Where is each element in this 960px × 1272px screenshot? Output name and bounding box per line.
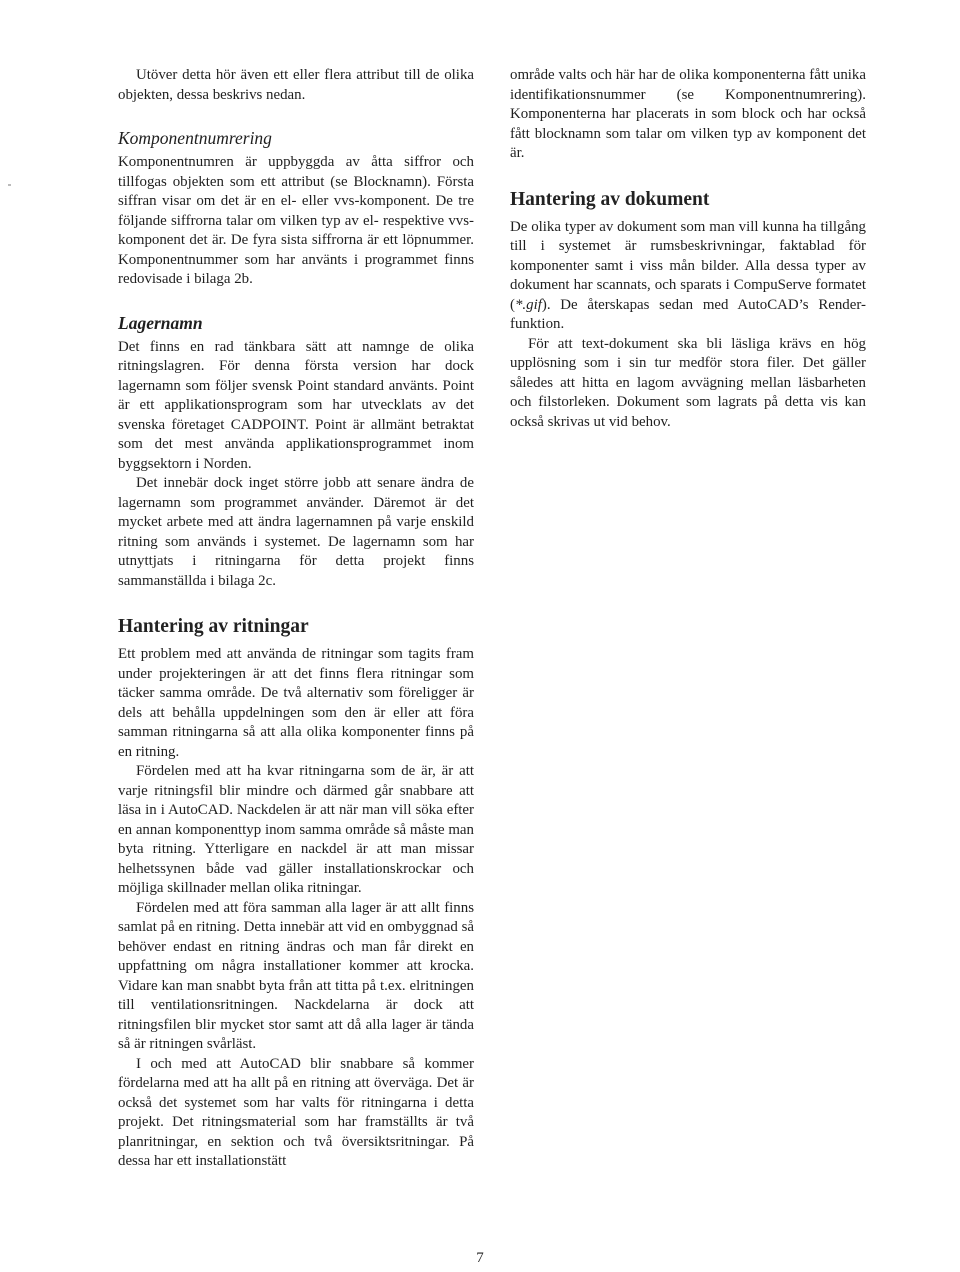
dokument-text-a: De olika typer av dokument som man vill kunna ha tillgång till i systemet är rumsbeskrivningar, faktablad för komponenter samt i viss mån bilder. Alla dessa typer av dokument har scannats, och sparats i CompuServe formatet ( <box>510 218 866 313</box>
lager-paragraph-1: Det finns en rad tänkbara sätt att namnge de olika ritningslagren. För denna första version har dock lagernamn som följer svensk Point standard använts. Point är ett applikationsprogram som har utvecklats av det svenska företaget CADPOINT. Point är allmänt betraktat som det mest använda applikationsprogrammet inom byggsektorn i Norden. <box>118 338 474 472</box>
scan-speck <box>8 184 11 186</box>
heading-lagernamn: Lagernamn <box>118 312 203 333</box>
ritningar-paragraph-4: I och med att AutoCAD blir snabbare så kommer fördelarna med att ha allt på en ritning att överväga. Det är också det systemet som har valts för ritningarna i detta projekt. Det ritningsmaterial som har framställts är två planritningar, en sektion och två översiktsritningar. På dessa har ett installationstätt <box>118 1055 474 1169</box>
ritningar-paragraph-1: Ett problem med att använda de ritningar som tagits fram under projekteringen är att det finns flera ritningar som täcker samma område. De två alternativ som föreligger är dels att behålla uppdelningen som den är eller att föra samman ritningarna så att alla olika komponenter finns på en ritning. <box>118 646 474 760</box>
continuation-paragraph: område valts och här har de olika komponenterna fått unika identifikationsnummer (se Komponentnumrering). Komponenterna har placerats in som block och har också fått blocknamn som talar om vilken typ av komponent det är. <box>510 67 866 161</box>
lager-paragraph-2: Det innebär dock inget större jobb att senare ändra de lagernamn som programmet använder. Däremot är det mycket arbete med att ändra lagernamnen på varje enskild ritning som används i systemet. De lagernamn som har utnyttjats i ritningarna för detta projekt finns sammanställda i bilaga 2c. <box>118 475 474 589</box>
komponent-paragraph: Komponentnumren är uppbyggda av åtta siffror och tillfogas objekten som ett attribut (se Blocknamn). Första siffran visar om det är en el- eller vvs-komponent. De tre följande siffrorna talar om vilken typ av el- respektive vvs-komponent det är. De fyra sista siffrorna är ett löpnummer. Komponentnummer som har använts i programmet finns redovisade i bilaga 2b. <box>118 154 474 287</box>
heading-hantering-dokument: Hantering av dokument <box>510 188 710 210</box>
ritningar-paragraph-3: Fördelen med att föra samman alla lager är att allt finns samlat på en ritning. Detta innebär att vid en ombyggnad så behöver endast en ritning ändras och man får direkt en uppfattning om några installationer kommer att krocka. Vidare kan man snabbt byta från att titta på t.ex. elritningen till ventilationsritningen. Nackdelarna är dock att ritningsfilen blir mycket stor samt att då alla lager är tända så är ritningen svårläst. <box>118 899 474 1052</box>
ritningar-paragraph-2: Fördelen med att ha kvar ritningarna som de är, är att varje ritningsfil blir mindre och därmed går snabbare att läsa in i AutoCAD. Nackdelen är att när man vill söka efter en annan komponenttyp inom samma område så måste man byta ritning. Ytterligare en nackdel är att man missar helhetssynen både vad gäller installationskrockar och möjliga skillnader mellan olika ritningar. <box>118 763 474 896</box>
gif-extension: *.gif <box>514 296 542 313</box>
right-column <box>510 66 866 432</box>
heading-hantering-ritningar: Hantering av ritningar <box>118 616 309 637</box>
heading-komponentnumrering: Komponentnumrering <box>118 128 272 148</box>
dokument-text-b: ). De återskapas sedan med AutoCAD’s Render-funktion. <box>510 296 866 332</box>
intro-paragraph: Utöver detta hör även ett eller flera attribut till de olika objekten, dessa beskrivs nedan. <box>118 67 474 103</box>
dokument-paragraph-1 <box>510 218 866 335</box>
left-column <box>118 66 474 1172</box>
page-number: 7 <box>476 1250 484 1266</box>
dokument-paragraph-2: För att text-dokument ska bli läsliga krävs en hög upplösning som i sin tur medför stora filer. Det gäller således att hitta en lagom avvägning mellan läsbarheten och filstorleken. Dokument som lagrats på detta vis kan också skrivas ut vid behov. <box>510 335 866 430</box>
